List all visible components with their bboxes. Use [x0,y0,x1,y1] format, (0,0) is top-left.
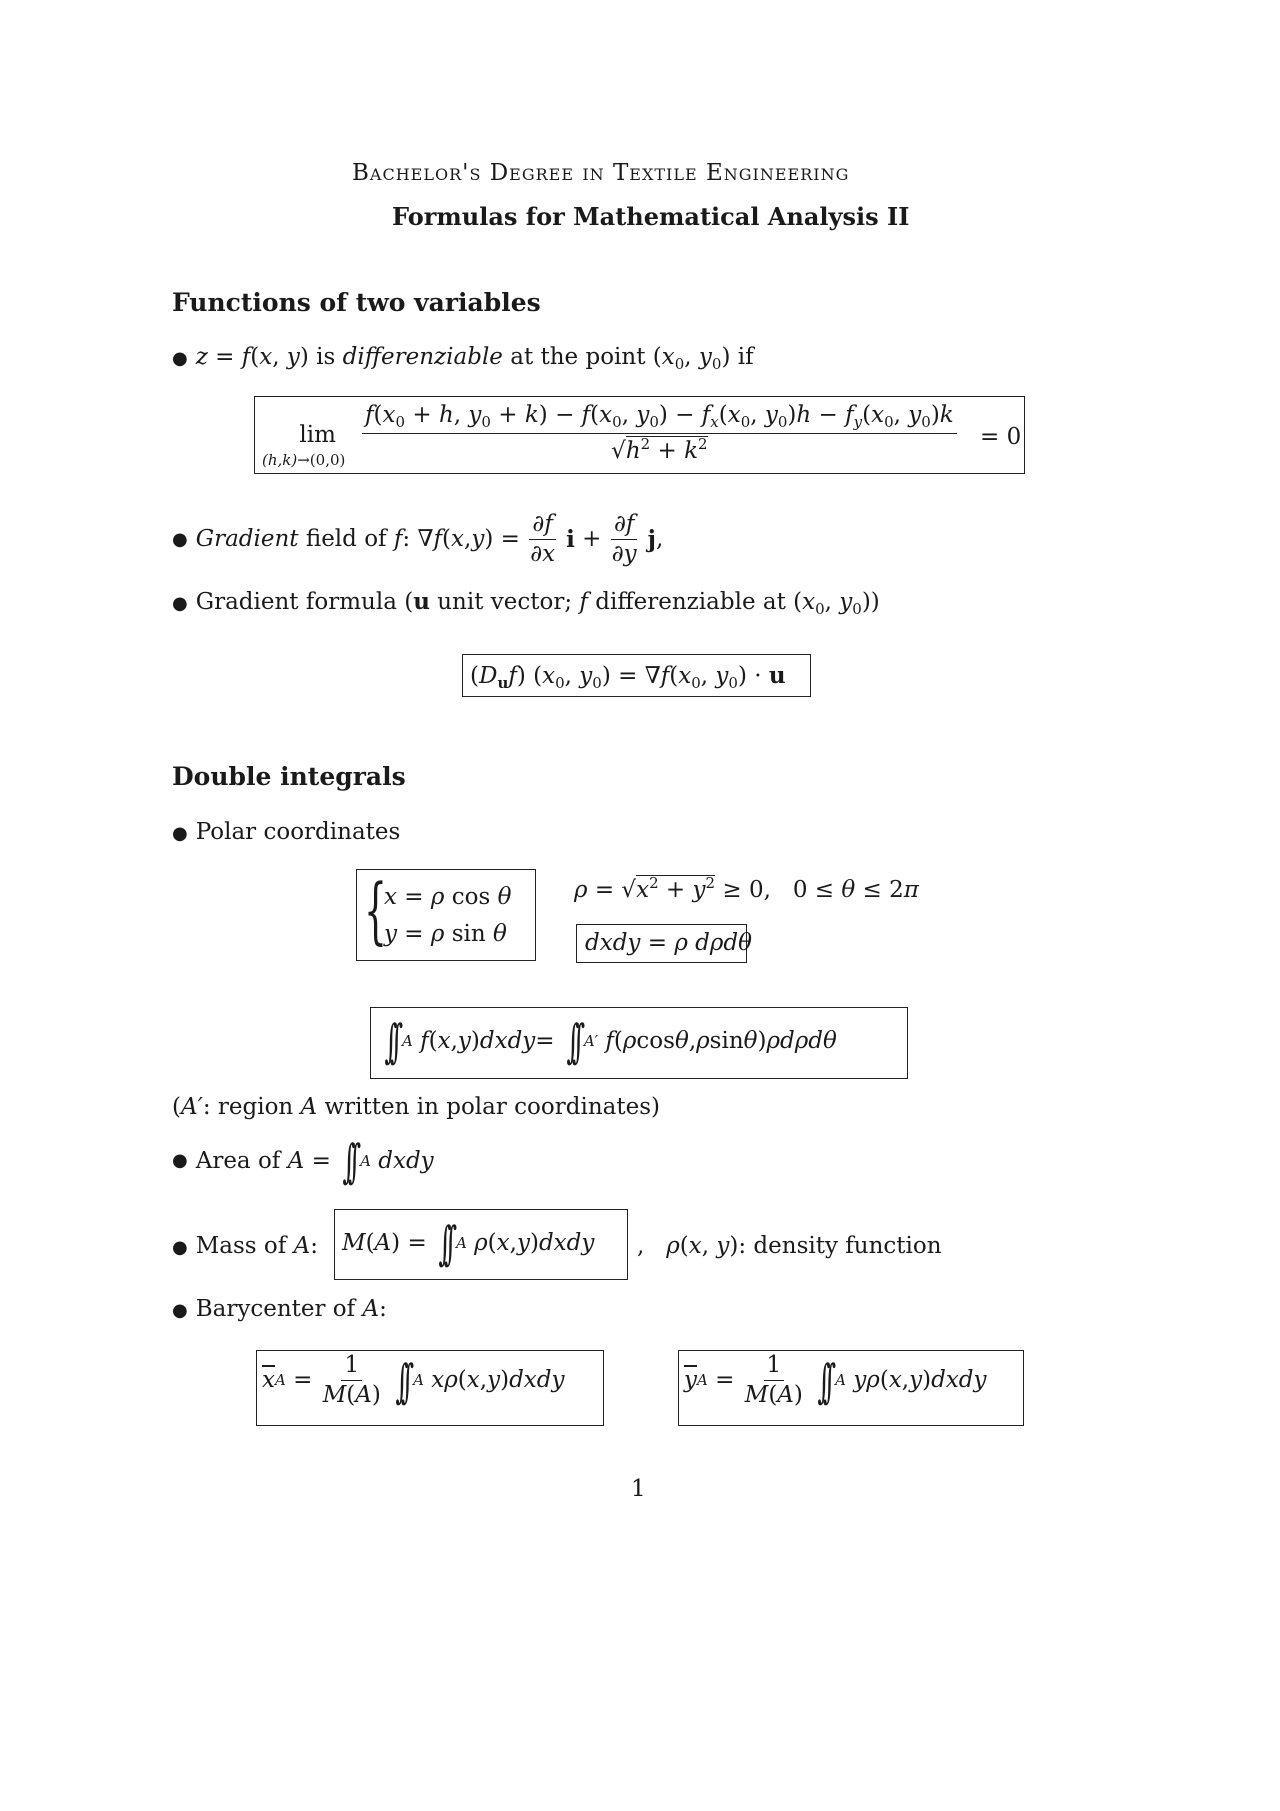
barycenter-label: ● Barycenter of A: [172,1296,387,1322]
barycenter-x-formula: $\overline{x}$ A = $\frac{1}{M(A)}$ ∫∫ A xρ ( x , y ) dxdy [262,1352,565,1408]
page-number: 1 [631,1476,646,1502]
area-formula: ● Area of A = ∫∫ A dxdy [172,1134,434,1188]
polar-coordinates-label: ● Polar coordinates [172,819,401,845]
polar-x-equation: x = ρ cos θ [384,884,512,910]
degree-title: Bachelor's Degree in Textile Engineering [352,160,850,186]
polar-y-equation: y = ρ sin θ [384,921,507,947]
gradient-formula-statement: ● Gradient formula (u unit vector; f differenziable at ($x_0$, $y_0$)) [172,588,880,618]
left-brace: { [364,868,387,952]
directional-derivative-expression: $(D_uf)$ ($x_0$, $y_0) = \nabla f(x_0$, $y_0) \cdot u$ [470,662,786,692]
density-note: , ρ(x, y): density function [637,1233,942,1259]
gradient-field-definition: ● Gradient field of f : ∇ f ( x , y ) = $\frac{\partial f}{\partial x}$ i + $\frac{\partial f}{\partial y}$ j , [172,511,664,567]
differentiability-statement: ● z = f(x, y) is differenziable at the point ($x_0$, $y_0$) if [172,344,754,373]
limit-equals-zero: = 0 [980,424,1022,450]
region-note: (A′: region A written in polar coordinates) [172,1094,660,1120]
limit-operator: lim (h,k)→(0,0) [262,422,346,469]
mass-label: ● Mass of A: [172,1233,318,1259]
section-double-integrals-heading: Double integrals [172,762,406,791]
limit-fraction: $\frac{f(x_0 + h, y_0 + k) - f(x_0, y_0) - f_x(x_0, y_0)h - f_y(x_0, y_0)k}{√h^2 + k^2}$ [362,404,957,463]
polar-change-of-variables: ∫∫ A f ( x , y ) dxdy = ∫∫ A′ f ( ρ cos θ , ρ sin θ ) ρdρdθ [384,1014,837,1068]
course-title: Formulas for Mathematical Analysis II [392,202,910,231]
rho-definition: $\rho = √x^2 + y^2 \ge 0$, 0 ≤ θ ≤ 2π [574,874,919,903]
mass-formula: M ( A ) = ∫∫ A ρ ( x , y ) dxdy [342,1216,595,1270]
barycenter-y-formula: $\overline{y}$ A = $\frac{1}{M(A)}$ ∫∫ A yρ ( x , y ) dxdy [684,1352,987,1408]
section-functions-heading: Functions of two variables [172,288,541,317]
jacobian-expression: dxdy = ρ dρdθ [585,930,752,956]
